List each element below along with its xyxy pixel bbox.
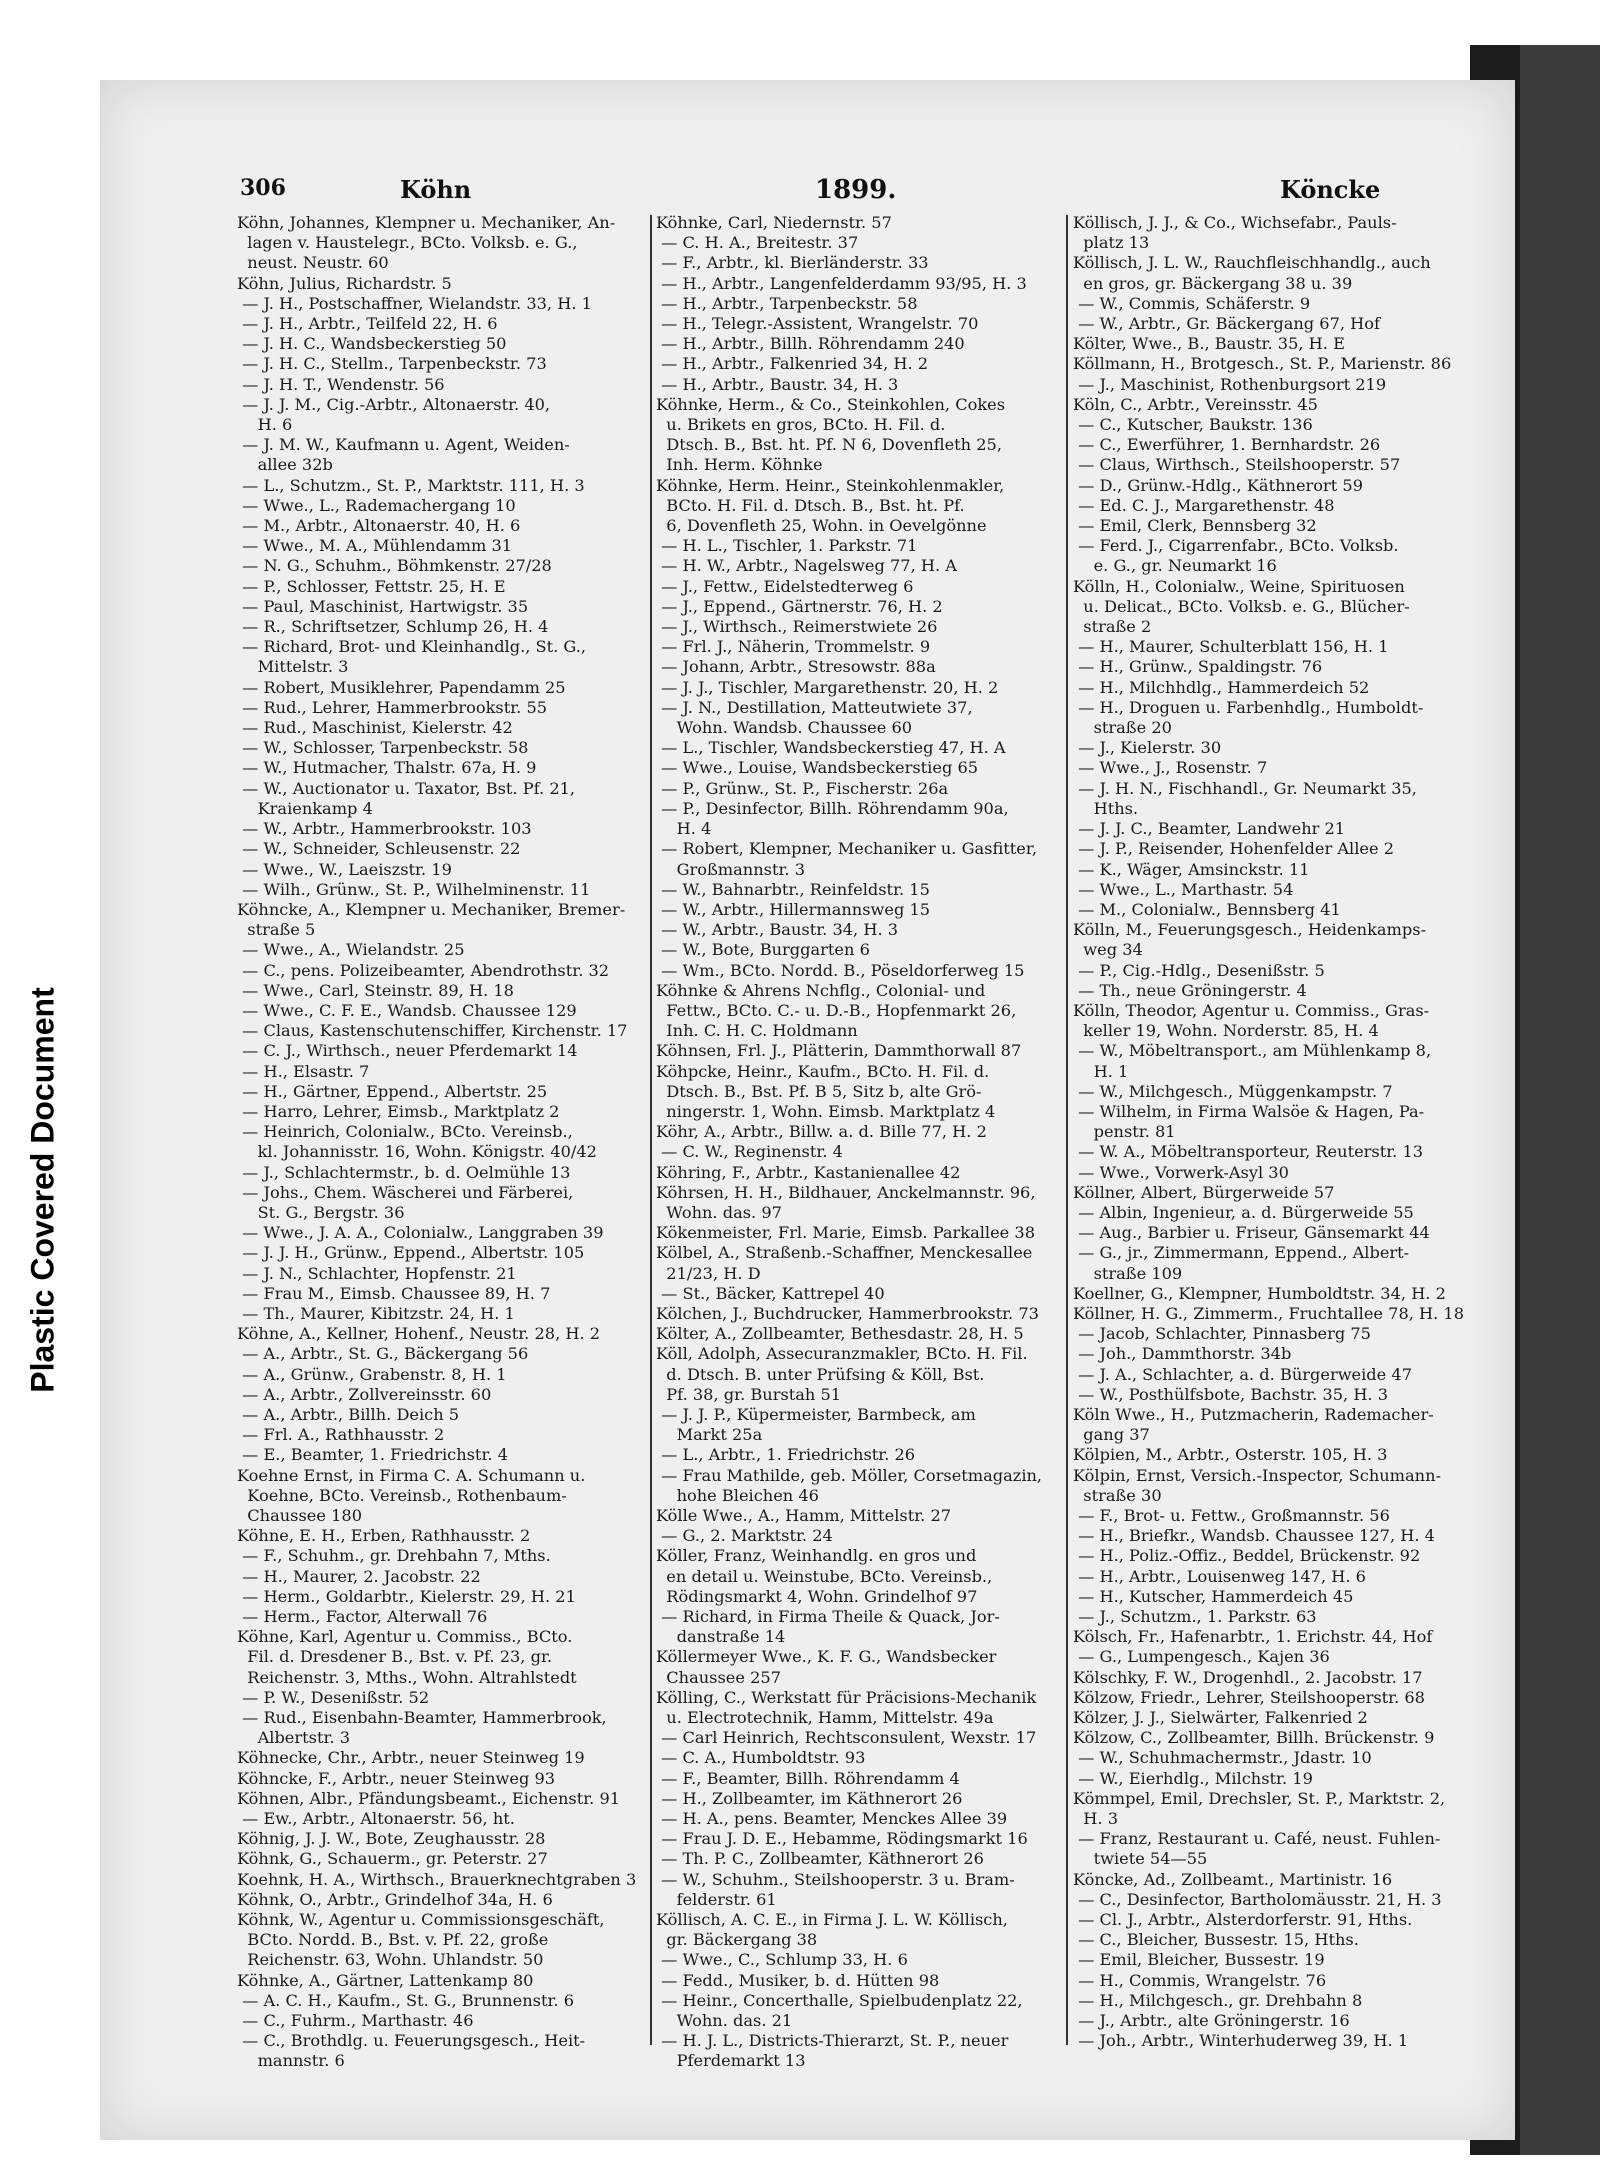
directory-line: — J., Schlachtermstr., b. d. Oelmühle 13 [237, 1162, 571, 1182]
directory-line: — H., Telegr.-Assistent, Wrangelstr. 70 [656, 314, 979, 334]
directory-line: Kölsch, Fr., Hafenarbtr., 1. Erichstr. 44, Hof [1073, 1627, 1433, 1647]
directory-line: — J. N., Schlachter, Hopfenstr. 21 [237, 1263, 517, 1283]
directory-line: — H., Arbtr., Falkenried 34, H. 2 [656, 354, 929, 374]
directory-line: — P., Desinfector, Billh. Röhrendamm 90a, [656, 798, 1009, 818]
side-label: Plastic Covered Document [24, 987, 61, 1393]
directory-line: Kölpin, Ernst, Versich.-Inspector, Schumann- [1073, 1465, 1441, 1485]
directory-line: — Wwe., J., Rosenstr. 7 [1073, 758, 1268, 778]
directory-line: mannstr. 6 [237, 2051, 345, 2071]
directory-line: — G., jr., Zimmermann, Eppend., Albert- [1073, 1243, 1410, 1263]
directory-line: — H. W., Arbtr., Nagelsweg 77, H. A [656, 556, 957, 576]
running-head-left: Köhn [400, 175, 472, 204]
directory-line: — A., Arbtr., Billh. Deich 5 [237, 1404, 460, 1424]
directory-line: — Robert, Klempner, Mechaniker u. Gasfitter, [656, 839, 1037, 859]
directory-line: Pferdemarkt 13 [656, 2051, 806, 2071]
directory-line: — Claus, Kastenschutenschiffer, Kirchenstr. 17 [237, 1021, 628, 1041]
directory-line: — Ferd. J., Cigarrenfabr., BCto. Volksb. [1073, 536, 1399, 556]
directory-line: Rödingsmarkt 4, Wohn. Grindelhof 97 [656, 1586, 978, 1606]
directory-line: — C., Brothdlg. u. Feuerungsgesch., Heit- [237, 2031, 586, 2051]
directory-line: — H. A., pens. Beamter, Menckes Allee 39 [656, 1809, 1008, 1829]
directory-line: — A., Arbtr., Zollvereinsstr. 60 [237, 1384, 492, 1404]
directory-line: — H., Milchhdlg., Hammerdeich 52 [1073, 677, 1370, 697]
directory-line: H. 1 [1073, 1061, 1129, 1081]
directory-line: BCto. H. Fil. d. Dtsch. B., Bst. ht. Pf. [656, 495, 965, 515]
directory-line: e. G., gr. Neumarkt 16 [1073, 556, 1277, 576]
directory-line: Köhring, F., Arbtr., Kastanienallee 42 [656, 1162, 961, 1182]
directory-line: — Harro, Lehrer, Eimsb., Marktplatz 2 [237, 1101, 560, 1121]
directory-line: — Paul, Maschinist, Hartwigstr. 35 [237, 596, 529, 616]
directory-line: — W., Arbtr., Baustr. 34, H. 3 [656, 920, 899, 940]
directory-line: — Emil, Bleicher, Bussestr. 19 [1073, 1950, 1325, 1970]
directory-line: — Frau M., Eimsb. Chaussee 89, H. 7 [237, 1283, 551, 1303]
directory-line: — J., Arbtr., alte Gröningerstr. 16 [1073, 2011, 1350, 2031]
directory-line: H. 6 [237, 415, 293, 435]
directory-line: Köhnke & Ahrens Nchflg., Colonial- und [656, 980, 986, 1000]
page-header [240, 175, 1480, 215]
directory-line: gang 37 [1073, 1425, 1150, 1445]
running-head-year: 1899. [815, 175, 897, 205]
directory-line: — J. H. C., Wandsbeckerstieg 50 [237, 334, 507, 354]
directory-line: — Johs., Chem. Wäscherei und Färberei, [237, 1182, 574, 1202]
directory-line: Köhr, A., Arbtr., Billw. a. d. Bille 77, H. 2 [656, 1122, 987, 1142]
directory-line: weg 34 [1073, 940, 1143, 960]
directory-line: Köhnecke, Chr., Arbtr., neuer Steinweg 19 [237, 1748, 585, 1768]
directory-line: — M., Colonialw., Bennsberg 41 [1073, 899, 1341, 919]
directory-line: — H., Arbtr., Langenfelderdamm 93/95, H. 3 [656, 273, 1027, 293]
directory-line: felderstr. 61 [656, 1889, 777, 1909]
directory-line: — L., Arbtr., 1. Friedrichstr. 26 [656, 1445, 916, 1465]
directory-line: keller 19, Wohn. Norderstr. 85, H. 4 [1073, 1021, 1379, 1041]
directory-line: Köhnke, A., Gärtner, Lattenkamp 80 [237, 1970, 534, 1990]
directory-line: — Johann, Arbtr., Stresowstr. 88a [656, 657, 936, 677]
directory-line: gr. Bäckergang 38 [656, 1930, 818, 1950]
directory-line: Köllermeyer Wwe., K. F. G., Wandsbecker [656, 1647, 997, 1667]
directory-line: — J. J., Tischler, Margarethenstr. 20, H. 2 [656, 677, 999, 697]
directory-line: — Rud., Eisenbahn-Beamter, Hammerbrook, [237, 1708, 607, 1728]
directory-line: — Emil, Clerk, Bennsberg 32 [1073, 516, 1317, 536]
directory-line: — R., Schriftsetzer, Schlump 26, H. 4 [237, 617, 549, 637]
directory-line: — Frl. J., Näherin, Trommelstr. 9 [656, 637, 931, 657]
directory-line: u. Electrotechnik, Hamm, Mittelstr. 49a [656, 1708, 994, 1728]
directory-line: — Th. P. C., Zollbeamter, Käthnerort 26 [656, 1849, 984, 1869]
directory-line: — C. H. A., Breitestr. 37 [656, 233, 859, 253]
directory-line: — J. J. P., Küpermeister, Barmbeck, am [656, 1404, 976, 1424]
directory-line: — C., Kutscher, Baukstr. 136 [1073, 415, 1313, 435]
directory-line: — W., Auctionator u. Taxator, Bst. Pf. 21, [237, 778, 576, 798]
directory-line: en gros, gr. Bäckergang 38 u. 39 [1073, 273, 1353, 293]
directory-line: Kölzow, C., Zollbeamter, Billh. Brückenstr. 9 [1073, 1728, 1435, 1748]
directory-line: Köhn, Johannes, Klempner u. Mechaniker, An- [237, 213, 616, 232]
directory-line: — Wm., BCto. Nordd. B., Pöseldorferweg 15 [656, 960, 1025, 980]
directory-line: — J., Kielerstr. 30 [1073, 738, 1222, 758]
directory-line: — Wwe., Vorwerk-Asyl 30 [1073, 1162, 1289, 1182]
directory-line: Köllisch, J. J., & Co., Wichsefabr., Pauls- [1073, 213, 1397, 232]
directory-line: — J., Schutzm., 1. Parkstr. 63 [1073, 1607, 1317, 1627]
directory-line: — C., pens. Polizeibeamter, Abendrothstr. 32 [237, 960, 610, 980]
directory-line: — W., Arbtr., Hillermannsweg 15 [656, 899, 931, 919]
directory-line: — H., Elsastr. 7 [237, 1061, 370, 1081]
directory-line: Wohn. Wandsb. Chaussee 60 [656, 718, 913, 738]
directory-line: — Wwe., A., Wielandstr. 25 [237, 940, 465, 960]
directory-line: — C., Ewerführer, 1. Bernhardstr. 26 [1073, 435, 1381, 455]
directory-line: — Aug., Barbier u. Friseur, Gänsemarkt 44 [1073, 1223, 1430, 1243]
directory-line: — J., Maschinist, Rothenburgsort 219 [1073, 374, 1387, 394]
directory-line: — W. A., Möbeltransporteur, Reuterstr. 13 [1073, 1142, 1424, 1162]
directory-line: Hths. [1073, 798, 1139, 818]
page-number: 306 [240, 175, 286, 201]
directory-line: Großmannstr. 3 [656, 859, 806, 879]
directory-line: — A., Grünw., Grabenstr. 8, H. 1 [237, 1364, 507, 1384]
directory-line: — H., Droguen u. Farbenhdlg., Humboldt- [1073, 697, 1424, 717]
directory-line: Költer, A., Zollbeamter, Bethesdastr. 28, H. 5 [656, 1324, 1024, 1344]
running-head-right: Köncke [1280, 175, 1381, 204]
directory-line: Köln Wwe., H., Putzmacherin, Rademacher- [1073, 1404, 1434, 1424]
directory-line: — Wwe., L., Marthastr. 54 [1073, 879, 1294, 899]
directory-line: Költer, Wwe., B., Baustr. 35, H. E [1073, 334, 1345, 354]
directory-line: — Herm., Factor, Alterwall 76 [237, 1607, 488, 1627]
directory-line: — W., Schlosser, Tarpenbeckstr. 58 [237, 738, 529, 758]
directory-line: — C. A., Humboldtstr. 93 [656, 1748, 866, 1768]
directory-line: Köhnsen, Frl. J., Plätterin, Dammthorwall 87 [656, 1041, 1022, 1061]
directory-line: allee 32b [237, 455, 333, 475]
directory-line: — H., Poliz.-Offiz., Beddel, Brückenstr. 92 [1073, 1546, 1421, 1566]
directory-line: Köllner, H. G., Zimmerm., Fruchtallee 78, H. 18 [1073, 1303, 1465, 1323]
directory-line: Köllmann, H., Brotgesch., St. P., Marienstr. 86 [1073, 354, 1452, 374]
directory-line: — Wwe., L., Rademachergang 10 [237, 495, 516, 515]
directory-line: straße 5 [237, 920, 316, 940]
directory-line: — E., Beamter, 1. Friedrichstr. 4 [237, 1445, 508, 1465]
directory-line: — W., Möbeltransport., am Mühlenkamp 8, [1073, 1041, 1432, 1061]
directory-column-2 [656, 213, 1076, 2072]
directory-line: — Wwe., Carl, Steinstr. 89, H. 18 [237, 980, 514, 1000]
directory-line: twiete 54—55 [1073, 1849, 1208, 1869]
directory-line: — Wwe., M. A., Mühlendamm 31 [237, 536, 513, 556]
directory-line: H. 4 [656, 819, 712, 839]
directory-line: H. 3 [1073, 1809, 1118, 1829]
directory-line: 6, Dovenfleth 25, Wohn. in Oevelgönne [656, 516, 987, 536]
directory-line: — G., Lumpengesch., Kajen 36 [1073, 1647, 1330, 1667]
directory-line: — C., Bleicher, Bussestr. 15, Hths. [1073, 1930, 1359, 1950]
directory-line: — W., Arbtr., Hammerbrookstr. 103 [237, 819, 532, 839]
directory-line: — J. J. C., Beamter, Landwehr 21 [1073, 819, 1346, 839]
directory-line: — J. H. N., Fischhandl., Gr. Neumarkt 35, [1073, 778, 1417, 798]
directory-line: — W., Posthülfsbote, Bachstr. 35, H. 3 [1073, 1384, 1389, 1404]
directory-line: 21/23, H. D [656, 1263, 761, 1283]
directory-line: — J. H. C., Stellm., Tarpenbeckstr. 73 [237, 354, 547, 374]
directory-line: Köln, C., Arbtr., Vereinsstr. 45 [1073, 394, 1318, 414]
directory-line: — H., Milchgesch., gr. Drehbahn 8 [1073, 1990, 1363, 2010]
directory-line: — Frl. A., Rathhausstr. 2 [237, 1425, 445, 1445]
directory-line: — H., Commis, Wrangelstr. 76 [1073, 1970, 1327, 1990]
directory-line: — Wwe., J. A. A., Colonialw., Langgraben 39 [237, 1223, 604, 1243]
directory-line: Kölpien, M., Arbtr., Osterstr. 105, H. 3 [1073, 1445, 1388, 1465]
directory-line: — W., Bote, Burggarten 6 [656, 940, 870, 960]
directory-line: — Rud., Maschinist, Kielerstr. 42 [237, 718, 513, 738]
directory-line: — H., Briefkr., Wandsb. Chaussee 127, H. 4 [1073, 1526, 1435, 1546]
directory-line: BCto. Nordd. B., Bst. v. Pf. 22, große [237, 1930, 549, 1950]
directory-line: — A., Arbtr., St. G., Bäckergang 56 [237, 1344, 529, 1364]
directory-line: Kölchen, J., Buchdrucker, Hammerbrookstr. 73 [656, 1303, 1039, 1323]
directory-line: — H., Arbtr., Billh. Röhrendamm 240 [656, 334, 965, 354]
directory-line: — H., Arbtr., Tarpenbeckstr. 58 [656, 293, 918, 313]
directory-line: — Th., Maurer, Kibitzstr. 24, H. 1 [237, 1303, 515, 1323]
directory-line: Chaussee 180 [237, 1506, 362, 1525]
directory-line: — H. L., Tischler, 1. Parkstr. 71 [656, 536, 918, 556]
directory-line: — Heinr., Concerthalle, Spielbudenplatz 22, [656, 1990, 1023, 2010]
directory-line: Kölle Wwe., A., Hamm, Mittelstr. 27 [656, 1506, 952, 1525]
directory-line: — Frau Mathilde, geb. Möller, Corsetmagazin, [656, 1465, 1043, 1485]
directory-line: — J. A., Schlachter, a. d. Bürgerweide 47 [1073, 1364, 1412, 1384]
directory-line: — C. W., Reginenstr. 4 [656, 1142, 843, 1162]
directory-line: — W., Eierhdlg., Milchstr. 19 [1073, 1768, 1313, 1788]
directory-line: — Jacob, Schlachter, Pinnasberg 75 [1073, 1324, 1371, 1344]
directory-line: — D., Grünw.-Hdlg., Käthnerort 59 [1073, 475, 1363, 495]
directory-line: Reichenstr. 63, Wohn. Uhlandstr. 50 [237, 1950, 544, 1970]
directory-line: — H., Zollbeamter, im Käthnerort 26 [656, 1788, 963, 1808]
directory-line: — J. H., Postschaffner, Wielandstr. 33, H. 1 [237, 293, 592, 313]
directory-line: Markt 25a [656, 1425, 763, 1445]
directory-line: Albertstr. 3 [237, 1728, 350, 1748]
directory-line: — L., Schutzm., St. P., Marktstr. 111, H. 3 [237, 475, 585, 495]
directory-line: Koellner, G., Klempner, Humboldtstr. 34, H. 2 [1073, 1283, 1446, 1303]
directory-line: — A. C. H., Kaufm., St. G., Brunnenstr. 6 [237, 1990, 575, 2010]
directory-line: — N. G., Schuhm., Böhmkenstr. 27/28 [237, 556, 552, 576]
directory-line: — G., 2. Marktstr. 24 [656, 1526, 833, 1546]
directory-line: Köhne, Karl, Agentur u. Commiss., BCto. [237, 1627, 573, 1647]
directory-line: kl. Johannisstr. 16, Wohn. Königstr. 40/42 [237, 1142, 597, 1162]
directory-line: Kökenmeister, Frl. Marie, Eimsb. Parkallee 38 [656, 1223, 1035, 1243]
directory-line: Köllner, Albert, Bürgerweide 57 [1073, 1182, 1335, 1202]
directory-line: — F., Arbtr., kl. Bierländerstr. 33 [656, 253, 929, 273]
directory-column-1 [237, 213, 657, 2072]
directory-line: — H., Arbtr., Louisenweg 147, H. 6 [1073, 1566, 1366, 1586]
directory-line: — W., Commis, Schäferstr. 9 [1073, 293, 1311, 313]
directory-line: Köhnke, Herm., & Co., Steinkohlen, Cokes [656, 394, 1006, 414]
directory-line: — F., Schuhm., gr. Drehbahn 7, Mths. [237, 1546, 551, 1566]
directory-line: — Wwe., W., Laeiszstr. 19 [237, 859, 452, 879]
directory-line: Inh. C. H. C. Holdmann [656, 1021, 858, 1041]
directory-line: — Carl Heinrich, Rechtsconsulent, Wexstr. 17 [656, 1728, 1037, 1748]
directory-line: — K., Wäger, Amsinckstr. 11 [1073, 859, 1310, 879]
directory-line: Fettw., BCto. C.- u. D.-B., Hopfenmarkt 26, [656, 1000, 1017, 1020]
directory-line: Kömmpel, Emil, Drechsler, St. P., Marktstr. 2, [1073, 1788, 1446, 1808]
directory-line: — F., Beamter, Billh. Röhrendamm 4 [656, 1768, 960, 1788]
directory-line: — H., Kutscher, Hammerdeich 45 [1073, 1586, 1354, 1606]
directory-line: neust. Neustr. 60 [237, 253, 389, 273]
directory-line: — Herm., Goldarbtr., Kielerstr. 29, H. 21 [237, 1586, 576, 1606]
directory-line: Kölzer, J. J., Sielwärter, Falkenried 2 [1073, 1708, 1368, 1728]
directory-line: en detail u. Weinstube, BCto. Vereinsb., [656, 1566, 993, 1586]
directory-line: — Robert, Musiklehrer, Papendamm 25 [237, 677, 566, 697]
directory-line: — W., Bahnarbtr., Reinfeldstr. 15 [656, 879, 930, 899]
directory-line: — Richard, Brot- und Kleinhandlg., St. G., [237, 637, 587, 657]
directory-line: Mittelstr. 3 [237, 657, 349, 677]
directory-line: — J. P., Reisender, Hohenfelder Allee 2 [1073, 839, 1395, 859]
directory-line: lagen v. Haustelegr., BCto. Volksb. e. G., [237, 233, 578, 253]
directory-line: Wohn. das. 97 [656, 1202, 782, 1222]
directory-line: Köhpcke, Heinr., Kaufm., BCto. H. Fil. d. [656, 1061, 990, 1081]
directory-line: — W., Schuhmachermstr., Jdastr. 10 [1073, 1748, 1372, 1768]
directory-line: danstraße 14 [656, 1627, 786, 1647]
directory-line: — F., Brot- u. Fettw., Großmannstr. 56 [1073, 1506, 1390, 1525]
directory-line: Pf. 38, gr. Burstah 51 [656, 1384, 842, 1404]
directory-line: — Claus, Wirthsch., Steilshooperstr. 57 [1073, 455, 1401, 475]
page-edge-shadow-dark [1520, 45, 1600, 2155]
directory-line: — Richard, in Firma Theile & Quack, Jor- [656, 1607, 1000, 1627]
directory-line: — Wwe., C. F. E., Wandsb. Chaussee 129 [237, 1000, 577, 1020]
directory-line: Köller, Franz, Weinhandlg. en gros und [656, 1546, 977, 1566]
directory-line: Köllisch, A. C. E., in Firma J. L. W. Köllisch, [656, 1910, 1008, 1930]
directory-line: Wohn. das. 21 [656, 2011, 793, 2031]
directory-line: Köhnk, W., Agentur u. Commissionsgeschäft, [237, 1910, 605, 1930]
directory-line: — H., Arbtr., Baustr. 34, H. 3 [656, 374, 899, 394]
directory-line: — Albin, Ingenieur, a. d. Bürgerweide 55 [1073, 1202, 1414, 1222]
directory-line: Kölln, Theodor, Agentur u. Commiss., Gras- [1073, 1000, 1430, 1020]
directory-line: d. Dtsch. B. unter Prüfsing & Köll, Bst. [656, 1364, 985, 1384]
directory-line: — Th., neue Gröningerstr. 4 [1073, 980, 1307, 1000]
directory-line: Reichenstr. 3, Mths., Wohn. Altrahlstedt [237, 1667, 577, 1687]
directory-line: hohe Bleichen 46 [656, 1485, 819, 1505]
directory-line: — Fedd., Musiker, b. d. Hütten 98 [656, 1970, 940, 1990]
directory-line: Köncke, Ad., Zollbeamt., Martinistr. 16 [1073, 1869, 1393, 1889]
directory-line: — Joh., Arbtr., Winterhuderweg 39, H. 1 [1073, 2031, 1409, 2051]
directory-line: Köhne, E. H., Erben, Rathhausstr. 2 [237, 1526, 531, 1546]
directory-line: — H., Maurer, Schulterblatt 156, H. 1 [1073, 637, 1389, 657]
directory-line: — Ew., Arbtr., Altonaerstr. 56, ht. [237, 1809, 515, 1829]
directory-line: Kölbel, A., Straßenb.-Schaffner, Menckesallee [656, 1243, 1033, 1263]
directory-line: Kölling, C., Werkstatt für Präcisions-Mechanik [656, 1687, 1037, 1707]
directory-line: — J. J. M., Cig.-Arbtr., Altonaerstr. 40, [237, 394, 551, 414]
directory-line: Fil. d. Dresdener B., Bst. v. Pf. 23, gr. [237, 1647, 553, 1667]
directory-line: — M., Arbtr., Altonaerstr. 40, H. 6 [237, 516, 521, 536]
directory-line: — J., Fettw., Eidelstedterweg 6 [656, 576, 914, 596]
directory-line: ningerstr. 1, Wohn. Eimsb. Marktplatz 4 [656, 1101, 996, 1121]
directory-line: Köhncke, A., Klempner u. Mechaniker, Bremer- [237, 899, 626, 919]
directory-line: straße 2 [1073, 617, 1152, 637]
directory-line: — P. W., Desenißstr. 52 [237, 1687, 430, 1707]
directory-line: — C., Desinfector, Bartholomäusstr. 21, H. 3 [1073, 1889, 1442, 1909]
directory-line: — L., Tischler, Wandsbeckerstieg 47, H. A [656, 738, 1006, 758]
directory-line: — W., Schuhm., Steilshooperstr. 3 u. Bram- [656, 1869, 1015, 1889]
directory-line: Koehne, BCto. Vereinsb., Rothenbaum- [237, 1485, 567, 1505]
directory-line: u. Brikets en gros, BCto. H. Fil. d. [656, 415, 946, 435]
directory-line: Köhnke, Herm. Heinr., Steinkohlenmakler, [656, 475, 1005, 495]
directory-line: — Wwe., C., Schlump 33, H. 6 [656, 1950, 908, 1970]
directory-line: Köll, Adolph, Assecuranzmakler, BCto. H. Fil. [656, 1344, 1028, 1364]
directory-line: — J. M. W., Kaufmann u. Agent, Weiden- [237, 435, 570, 455]
directory-line: Köhnk, G., Schauerm., gr. Peterstr. 27 [237, 1849, 548, 1869]
directory-line: Koehnk, H. A., Wirthsch., Brauerknechtgraben 3 [237, 1869, 637, 1889]
directory-line: platz 13 [1073, 233, 1150, 253]
directory-line: — H. J. L., Districts-Thierarzt, St. P., neuer [656, 2031, 1009, 2051]
directory-line: — P., Schlosser, Fettstr. 25, H. E [237, 576, 506, 596]
directory-line: — P., Cig.-Hdlg., Desenißstr. 5 [1073, 960, 1325, 980]
directory-line: straße 30 [1073, 1485, 1162, 1505]
directory-line: — W., Schneider, Schleusenstr. 22 [237, 839, 521, 859]
directory-line: — Ed. C. J., Margarethenstr. 48 [1073, 495, 1335, 515]
directory-line: — H., Grünw., Spaldingstr. 76 [1073, 657, 1323, 677]
directory-line: — Cl. J., Arbtr., Alsterdorferstr. 91, Hths. [1073, 1910, 1413, 1930]
directory-line: — H., Gärtner, Eppend., Albertstr. 25 [237, 1081, 548, 1101]
directory-line: — J., Eppend., Gärtnerstr. 76, H. 2 [656, 596, 943, 616]
directory-line: Köhnke, Carl, Niedernstr. 57 [656, 213, 892, 232]
directory-line: — C., Fuhrm., Marthastr. 46 [237, 2011, 474, 2031]
directory-line: — W., Arbtr., Gr. Bäckergang 67, Hof [1073, 314, 1381, 334]
directory-line: Dtsch. B., Bst. ht. Pf. N 6, Dovenfleth 25, [656, 435, 1002, 455]
directory-line: Kölln, M., Feuerungsgesch., Heidenkamps- [1073, 920, 1427, 940]
directory-line: Köhnk, O., Arbtr., Grindelhof 34a, H. 6 [237, 1889, 553, 1909]
directory-line: Inh. Herm. Köhnke [656, 455, 823, 475]
directory-line: — J., Wirthsch., Reimerstwiete 26 [656, 617, 938, 637]
directory-line: — J. H., Arbtr., Teilfeld 22, H. 6 [237, 314, 498, 334]
directory-line: — St., Bäcker, Kattrepel 40 [656, 1283, 885, 1303]
directory-line: Kölschky, F. W., Drogenhdl., 2. Jacobstr. 17 [1073, 1667, 1423, 1687]
directory-line: u. Delicat., BCto. Volksb. e. G., Blücher- [1073, 596, 1410, 616]
directory-line: St. G., Bergstr. 36 [237, 1202, 405, 1222]
directory-line: Dtsch. B., Bst. Pf. B 5, Sitz b, alte Grö- [656, 1081, 982, 1101]
directory-line: — J. H. T., Wendenstr. 56 [237, 374, 445, 394]
directory-line: — J. J. H., Grünw., Eppend., Albertstr. 105 [237, 1243, 585, 1263]
directory-line: Chaussee 257 [656, 1667, 781, 1687]
directory-line: — Rud., Lehrer, Hammerbrookstr. 55 [237, 697, 548, 717]
directory-line: — H., Maurer, 2. Jacobstr. 22 [237, 1566, 481, 1586]
directory-line: straße 20 [1073, 718, 1172, 738]
directory-line: — W., Milchgesch., Müggenkampstr. 7 [1073, 1081, 1393, 1101]
directory-line: — Heinrich, Colonialw., BCto. Vereinsb., [237, 1122, 573, 1142]
directory-line: — W., Hutmacher, Thalstr. 67a, H. 9 [237, 758, 537, 778]
directory-line: — Wilh., Grünw., St. P., Wilhelminenstr. 11 [237, 879, 591, 899]
directory-line: — Wilhelm, in Firma Walsöe & Hagen, Pa- [1073, 1101, 1425, 1121]
directory-line: — J. N., Destillation, Matteutwiete 37, [656, 697, 973, 717]
directory-line: — C. J., Wirthsch., neuer Pferdemarkt 14 [237, 1041, 578, 1061]
directory-line: — Frau J. D. E., Hebamme, Rödingsmarkt 16 [656, 1829, 1028, 1849]
directory-line: Koehne Ernst, in Firma C. A. Schumann u. [237, 1465, 586, 1485]
directory-line: Köhn, Julius, Richardstr. 5 [237, 273, 452, 293]
directory-line: — P., Grünw., St. P., Fischerstr. 26a [656, 778, 949, 798]
directory-line: Köhnig, J. J. W., Bote, Zeughausstr. 28 [237, 1829, 546, 1849]
directory-line: Köhnen, Albr., Pfändungsbeamt., Eichenstr. 91 [237, 1788, 621, 1808]
directory-column-3 [1073, 213, 1491, 2051]
directory-line: Kraienkamp 4 [237, 798, 373, 818]
directory-line: Kölln, H., Colonialw., Weine, Spirituosen [1073, 576, 1405, 596]
directory-line: Köhrsen, H. H., Bildhauer, Anckelmannstr. 96, [656, 1182, 1036, 1202]
directory-line: Köhncke, F., Arbtr., neuer Steinweg 93 [237, 1768, 556, 1788]
directory-line: — Joh., Dammthorstr. 34b [1073, 1344, 1292, 1364]
directory-line: straße 109 [1073, 1263, 1183, 1283]
directory-line: Köllisch, J. L. W., Rauchfleischhandlg., auch [1073, 253, 1431, 273]
directory-line: Kölzow, Friedr., Lehrer, Steilshooperstr. 68 [1073, 1687, 1425, 1707]
directory-line: Köhne, A., Kellner, Hohenf., Neustr. 28, H. 2 [237, 1324, 601, 1344]
directory-line: — Franz, Restaurant u. Café, neust. Fuhlen- [1073, 1829, 1441, 1849]
directory-line: penstr. 81 [1073, 1122, 1176, 1142]
directory-line: — Wwe., Louise, Wandsbeckerstieg 65 [656, 758, 979, 778]
